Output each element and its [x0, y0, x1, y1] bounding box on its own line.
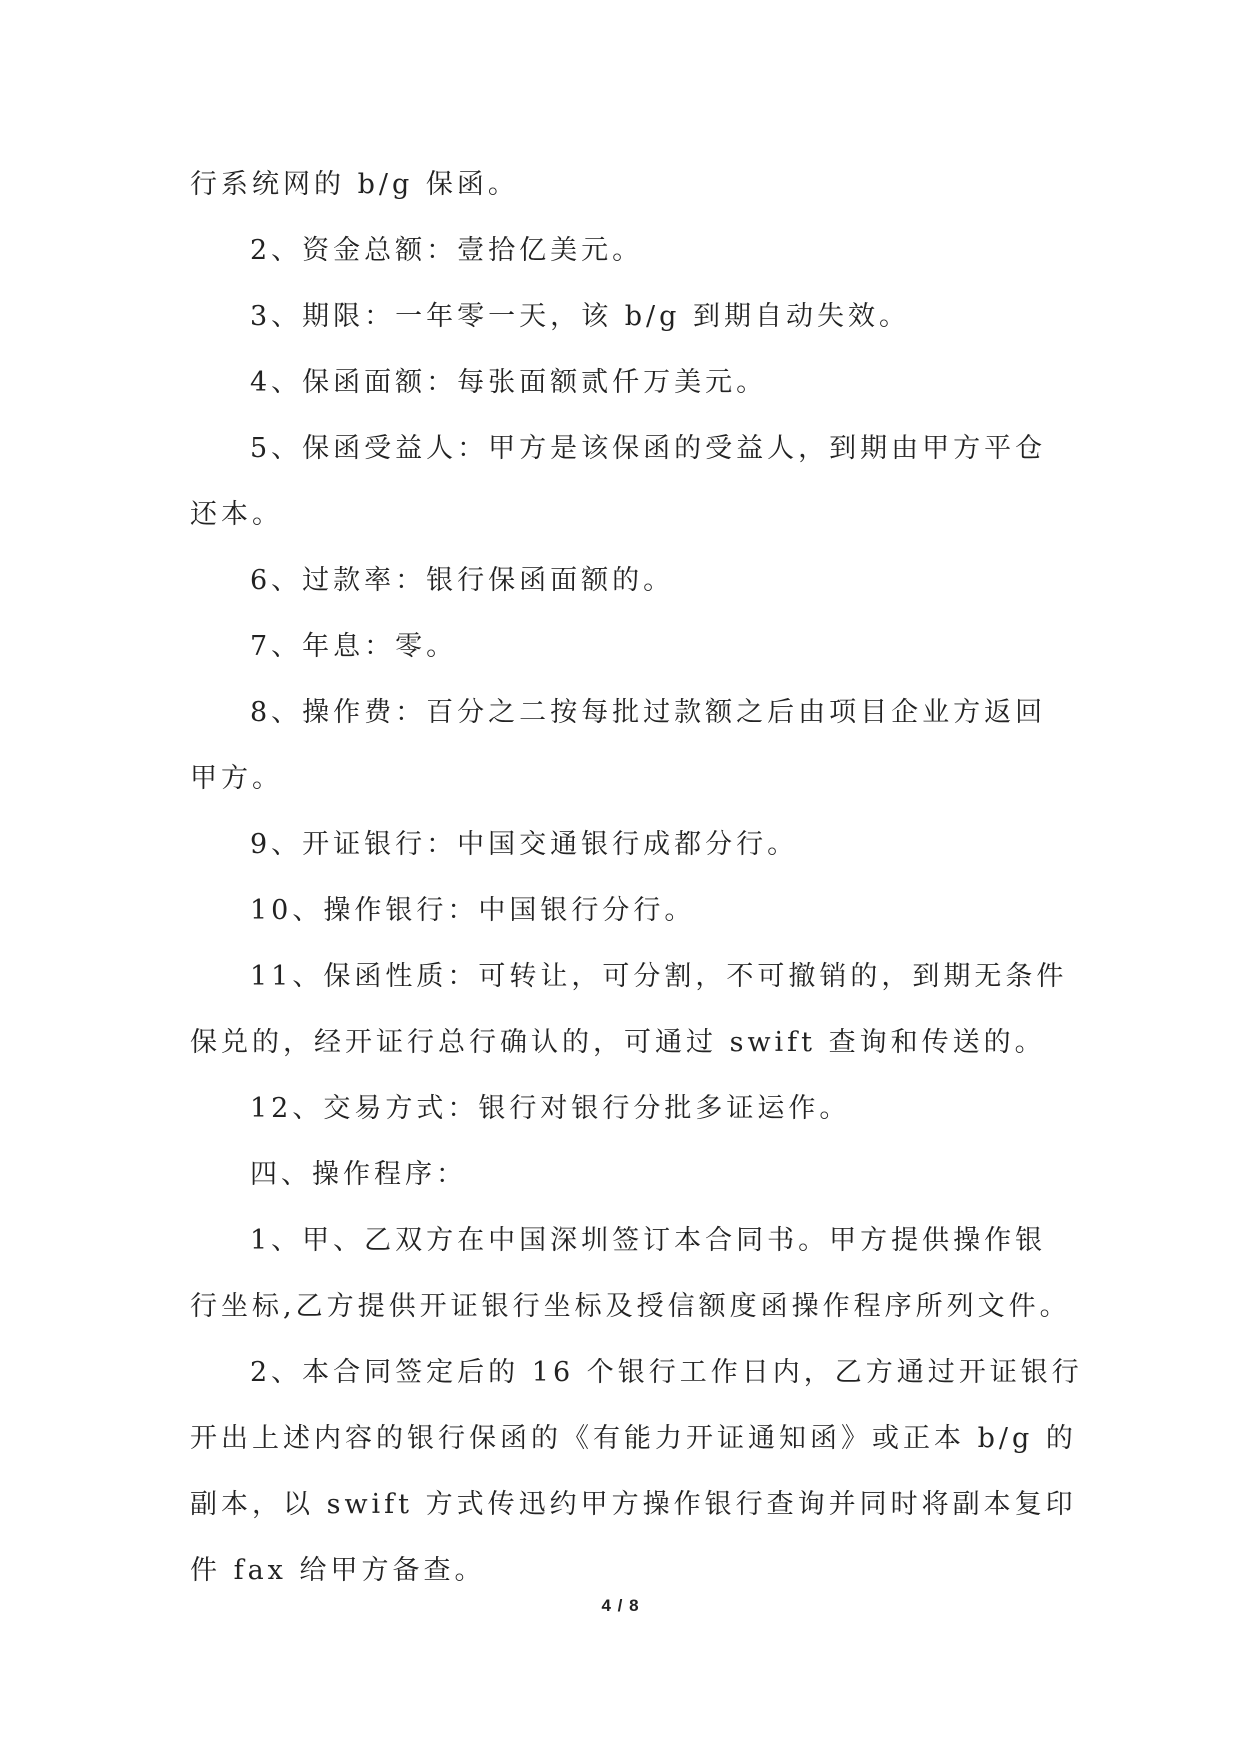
text-line: 保兑的，经开证行总行确认的，可通过 swift 查询和传送的。	[190, 1027, 1046, 1058]
text-line: 2、本合同签定后的 16 个银行工作日内，乙方通过开证银行	[250, 1357, 1083, 1388]
text-line: 11、保函性质：可转让，可分割，不可撤销的，到期无条件	[250, 961, 1068, 992]
page-number: 4 / 8	[601, 1596, 640, 1615]
text-line: 8、操作费：百分之二按每批过款额之后由项目企业方返回	[250, 697, 1047, 728]
text-line: 行坐标,乙方提供开证银行坐标及授信额度函操作程序所列文件。	[190, 1291, 1071, 1322]
text-line: 副本，以 swift 方式传迅约甲方操作银行查询并同时将副本复印	[190, 1489, 1077, 1520]
text-line: 3、期限：一年零一天，该 b/g 到期自动失效。	[250, 301, 911, 332]
text-line: 4、保函面额：每张面额贰仟万美元。	[250, 367, 768, 398]
text-line: 10、操作银行：中国银行分行。	[250, 895, 696, 926]
text-line: 甲方。	[190, 763, 283, 794]
text-line: 6、过款率：银行保函面额的。	[250, 565, 675, 596]
text-line: 还本。	[190, 499, 283, 530]
text-line: 1、甲、乙双方在中国深圳签订本合同书。甲方提供操作银	[250, 1225, 1047, 1256]
section-heading: 四、操作程序：	[250, 1159, 467, 1190]
text-line: 9、开证银行：中国交通银行成都分行。	[250, 829, 799, 860]
text-line: 开出上述内容的银行保函的《有能力开证通知函》或正本 b/g 的	[190, 1423, 1077, 1454]
text-line: 件 fax 给甲方备查。	[190, 1555, 486, 1586]
text-line: 7、年息：零。	[250, 631, 458, 662]
text-line: 5、保函受益人：甲方是该保函的受益人，到期由甲方平仓	[250, 433, 1047, 464]
text-line: 行系统网的 b/g 保函。	[190, 169, 519, 200]
text-line: 2、资金总额：壹拾亿美元。	[250, 235, 644, 266]
text-line: 12、交易方式：银行对银行分批多证运作。	[250, 1093, 851, 1124]
